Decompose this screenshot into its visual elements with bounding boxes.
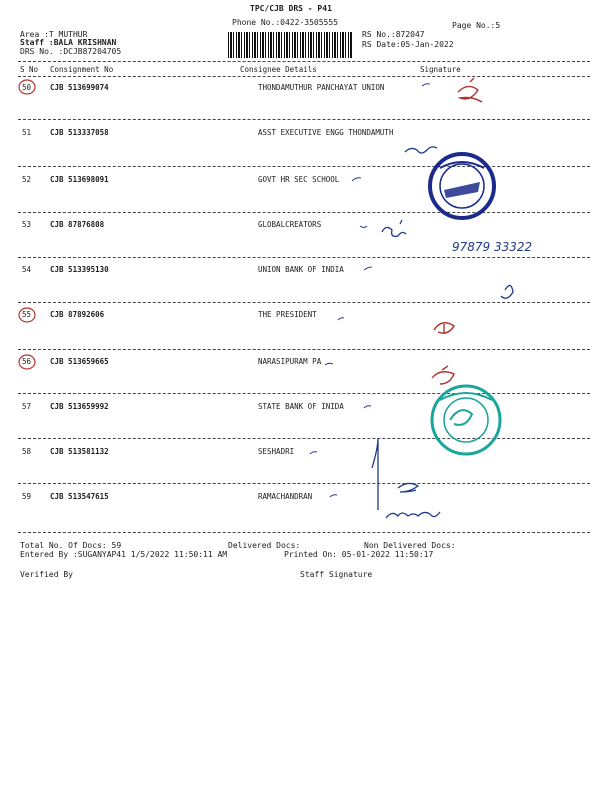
- rs-date: RS Date:05-Jan-2022: [362, 40, 454, 49]
- row-sno: 54: [22, 265, 32, 274]
- printed-on: Printed On: 05-01-2022 11:50:17: [284, 550, 434, 559]
- column-consignment: Consignment No: [50, 65, 114, 74]
- row-consignment: CJB 513395130: [50, 265, 109, 274]
- row-sno: 52: [22, 175, 32, 184]
- row-consignment: CJB 87876808: [50, 220, 105, 229]
- row-sno: 57: [22, 402, 32, 411]
- row-consignee: NARASIPURAM PA: [258, 357, 322, 366]
- teal-stamp-seal: [432, 386, 500, 454]
- row-consignee: RAMACHANDRAN: [258, 492, 313, 501]
- row-divider: [18, 166, 590, 167]
- row-consignee: GOVT HR SEC SCHOOL: [258, 175, 340, 184]
- blue-signatures: [372, 147, 513, 518]
- drs-number: DRS No. :DCJB87204705: [20, 47, 122, 56]
- tick-marks: [310, 84, 430, 497]
- row-consignment: CJB 513659665: [50, 357, 109, 366]
- row-divider: [18, 349, 590, 350]
- row-consignee: ASST EXECUTIVE ENGG THONDAMUTH: [258, 128, 394, 137]
- row-sno: 53: [22, 220, 32, 229]
- row-consignment: CJB 513547615: [50, 492, 109, 501]
- row-divider: [18, 483, 590, 484]
- row-divider: [18, 212, 590, 213]
- row-divider: [18, 257, 590, 258]
- row-consignment: CJB 87892606: [50, 310, 105, 319]
- column-consignee: Consignee Details: [240, 65, 317, 74]
- staff-signature-label: Staff Signature: [300, 570, 373, 579]
- barcode: [228, 32, 352, 58]
- total-docs: Total No. Of Docs: 59: [20, 541, 122, 550]
- row-sno: 59: [22, 492, 32, 501]
- handwritten-phone: 97879 33322: [452, 240, 533, 254]
- verified-by-label: Verified By: [20, 570, 73, 579]
- row-sno: 58: [22, 447, 32, 456]
- row-consignee: UNION BANK OF INDIA: [258, 265, 344, 274]
- row-consignee: THE PRESIDENT: [258, 310, 317, 319]
- row-consignment: CJB 513581132: [50, 447, 109, 456]
- row-sno: 56: [22, 357, 32, 366]
- page-number: Page No.:5: [452, 21, 501, 30]
- row-consignee: SESHADRI: [258, 447, 295, 456]
- row-consignee: STATE BANK OF INIDA: [258, 402, 344, 411]
- row-consignee: GLOBALCREATORS: [258, 220, 322, 229]
- navy-stamp-seal: [430, 154, 494, 218]
- column-divider: [18, 76, 590, 77]
- row-consignment: CJB 513659992: [50, 402, 109, 411]
- row-consignment: CJB 513699074: [50, 83, 109, 92]
- entered-by: Entered By :SUGANYAP41 1/5/2022 11:50:11 AM: [20, 550, 228, 559]
- row-consignment: CJB 513698091: [50, 175, 109, 184]
- column-sno: S No: [20, 65, 39, 74]
- row-divider: [18, 302, 590, 303]
- table-bottom-divider: [18, 532, 590, 533]
- column-signature: Signature: [420, 65, 461, 74]
- red-signatures: [432, 78, 482, 384]
- area-label: Area :T MUTHUR: [20, 30, 88, 39]
- delivered-docs: Delivered Docs:: [228, 541, 301, 550]
- phone-number: Phone No.:0422-3505555: [232, 18, 338, 27]
- staff-label: Staff :BALA KRISHNAN: [20, 38, 117, 47]
- row-consignment: CJB 513337058: [50, 128, 109, 137]
- non-delivered-docs: Non Delivered Docs:: [364, 541, 456, 550]
- row-sno: 55: [22, 310, 32, 319]
- document-title: TPC/CJB DRS - P41: [250, 4, 332, 13]
- row-sno: 50: [22, 83, 32, 92]
- rs-number: RS No.:872047: [362, 30, 425, 39]
- row-consignee: THONDAMUTHUR PANCHAYAT UNION: [258, 83, 385, 92]
- row-divider: [18, 119, 590, 120]
- row-divider: [18, 393, 590, 394]
- row-divider: [18, 438, 590, 439]
- row-sno: 51: [22, 128, 32, 137]
- header-divider: [18, 61, 590, 62]
